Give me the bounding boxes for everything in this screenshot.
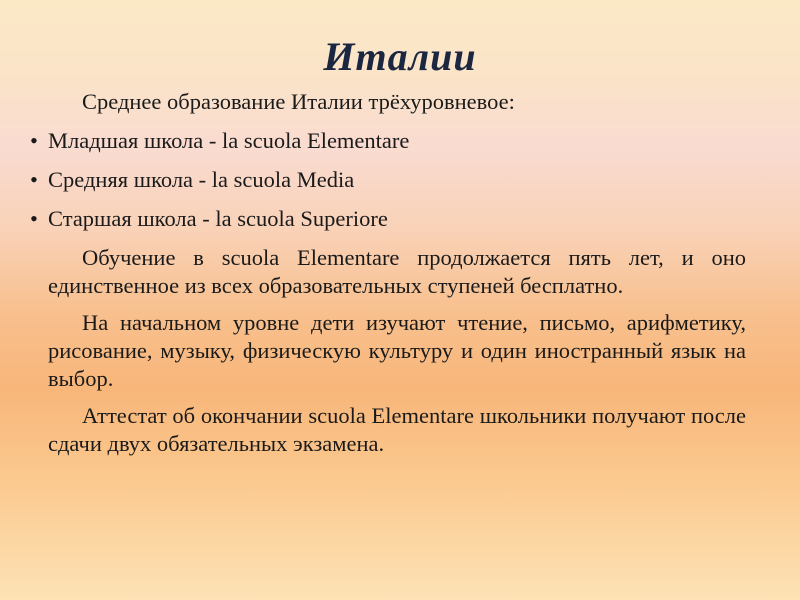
bullet-text: Средняя школа - la scuola Media	[48, 167, 355, 192]
slide-body	[30, 88, 746, 467]
bullet-icon: •	[30, 128, 38, 153]
bullet-item	[30, 205, 746, 233]
intro-text: Среднее образование Италии трёхуровневое:	[82, 89, 515, 114]
paragraph: Обучение в scuola Elementare продолжается пять лет, и оно единственное из всех образовательных ступеней бесплатно.	[48, 245, 746, 298]
paragraph: На начальном уровне дети изучают чтение, письмо, арифметику, рисование, музыку, физическую культуру и один иностранный язык на выбор.	[48, 310, 746, 391]
bullet-item	[30, 166, 746, 194]
bullet-item	[30, 127, 746, 155]
slide-title: Италии	[323, 34, 477, 79]
bullet-icon: •	[30, 206, 38, 231]
bullet-icon: •	[30, 167, 38, 192]
bullet-text: Старшая школа - la scuola Superiore	[48, 206, 388, 231]
bullet-text: Младшая школа - la scuola Elementare	[48, 128, 410, 153]
paragraph: Аттестат об окончании scuola Elementare школьники получают после сдачи двух обязательных экзамена.	[48, 403, 746, 456]
